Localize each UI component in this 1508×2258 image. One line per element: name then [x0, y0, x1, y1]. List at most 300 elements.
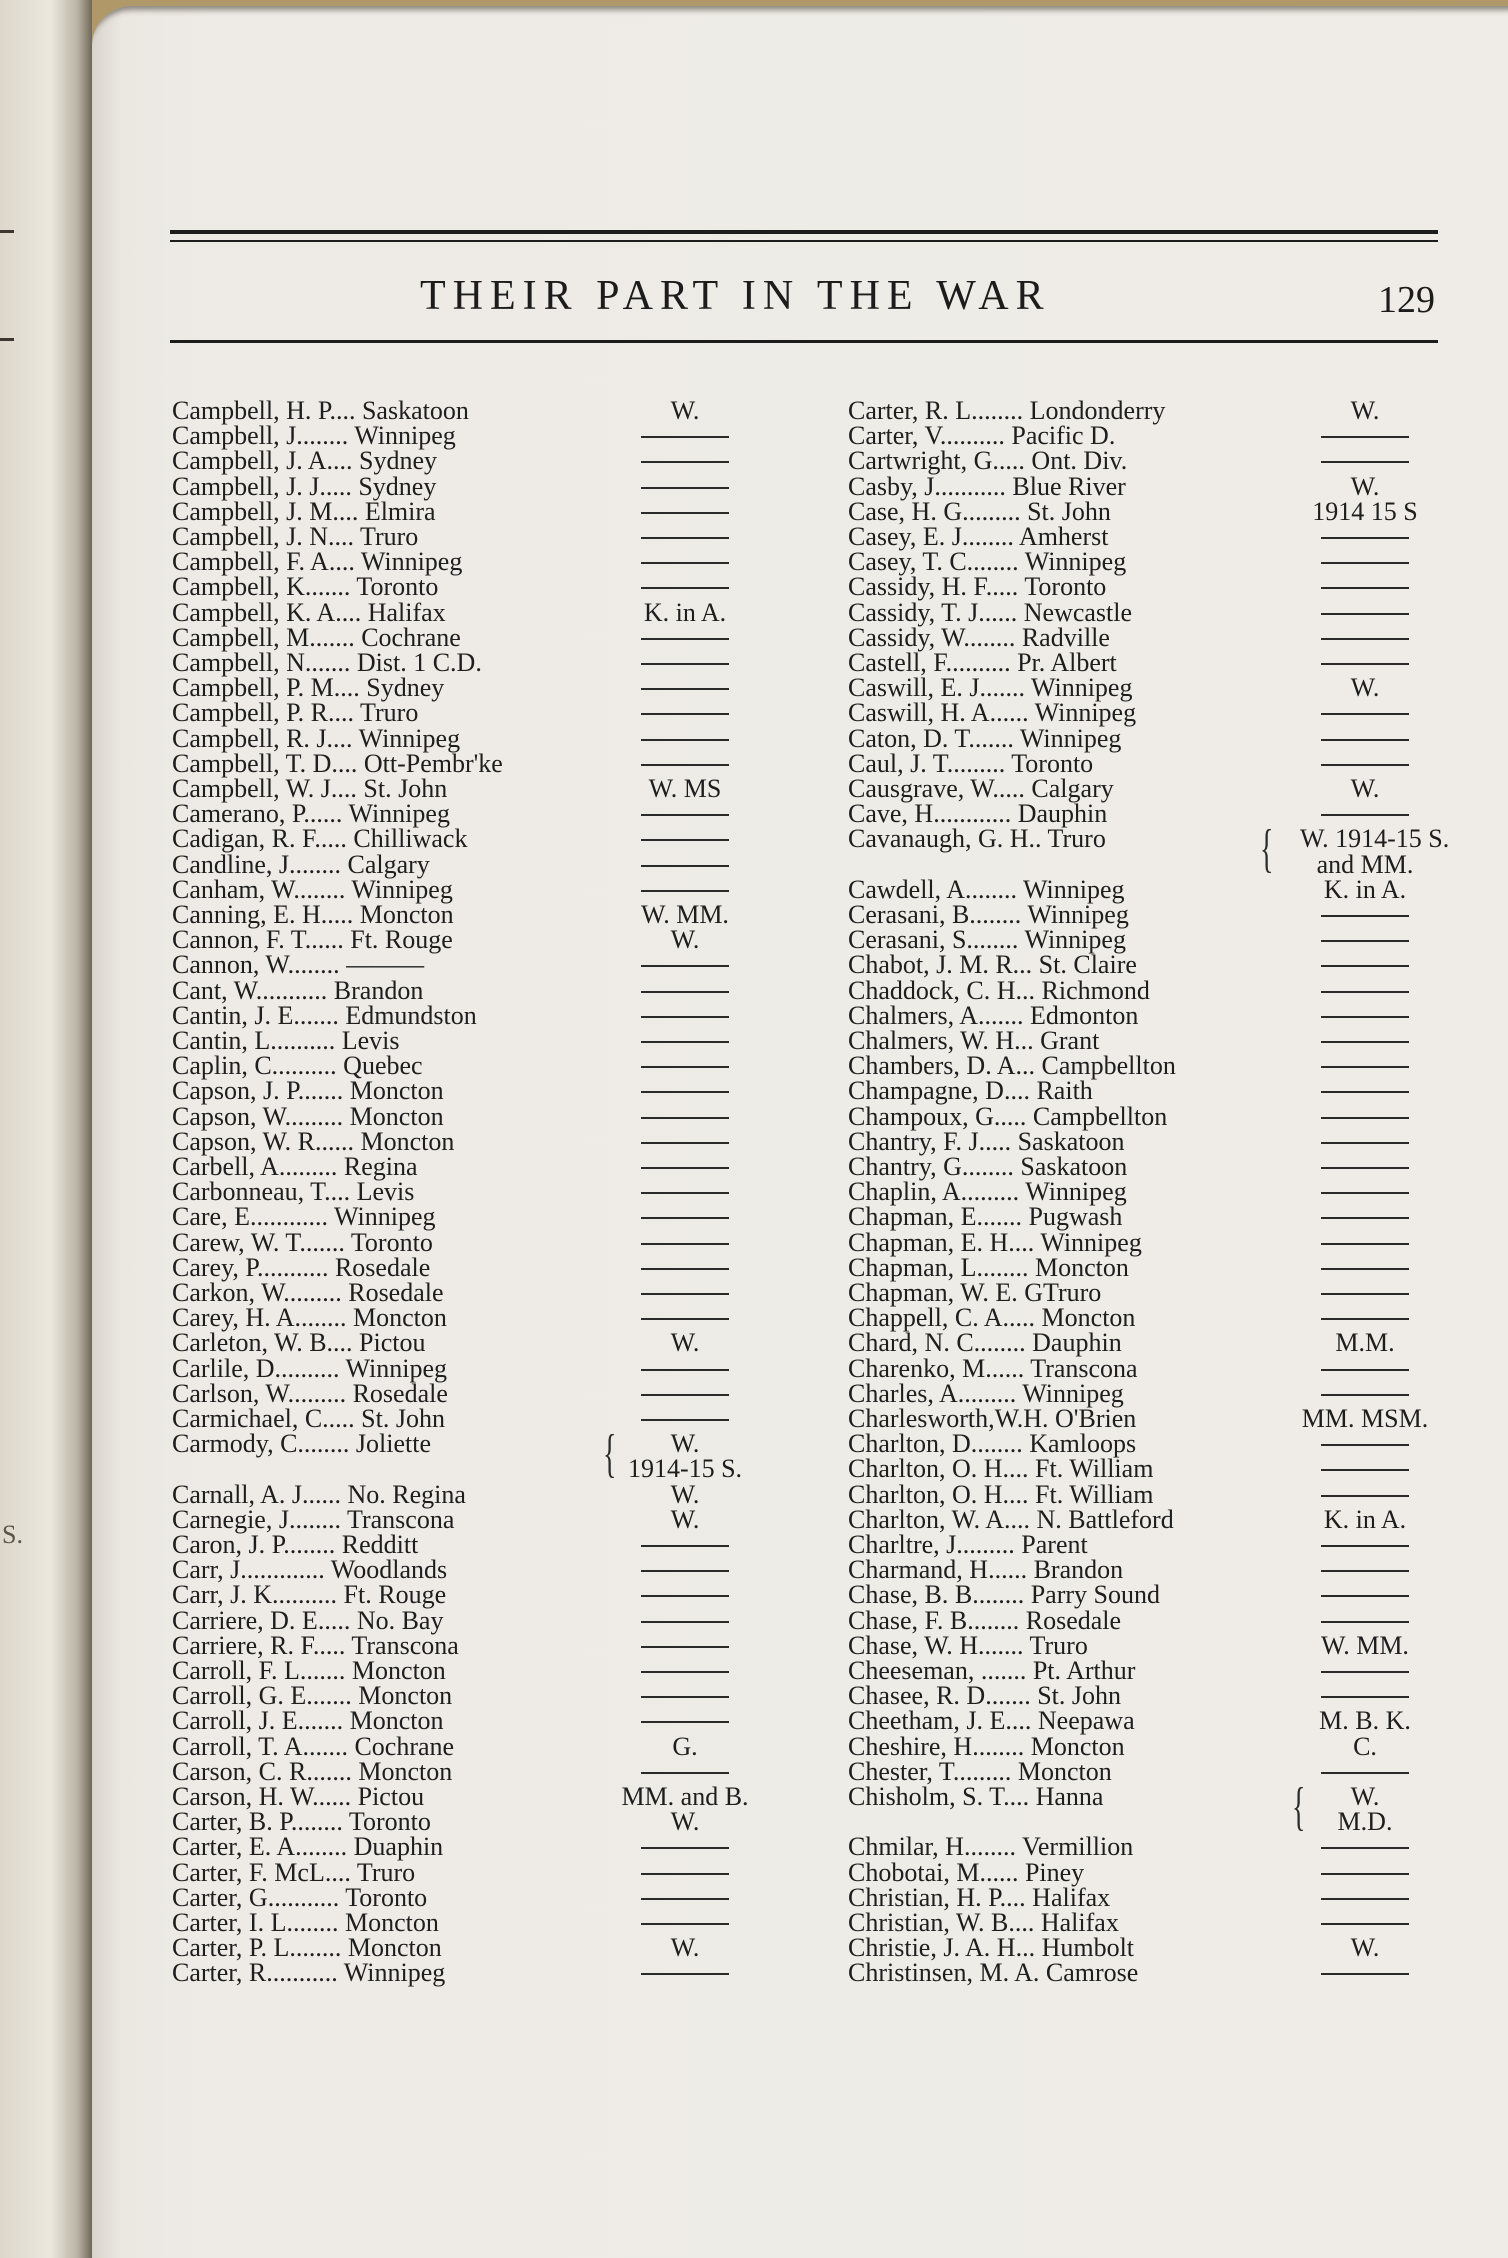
entry-name-place: Chalmers, A....... Edmonton	[848, 1001, 1139, 1030]
entry-name-place: Cassidy, H. F..... Toronto	[848, 572, 1107, 601]
entry-dash	[1321, 562, 1409, 564]
entry-name-place: Caswill, E. J....... Winnipeg	[848, 673, 1133, 702]
entry-dash	[1321, 436, 1409, 438]
list-entry	[848, 927, 1440, 952]
list-entry	[172, 1406, 760, 1431]
entry-dash	[641, 1671, 729, 1673]
entry-name-place: Casby, J........... Blue River	[848, 472, 1126, 501]
list-entry	[848, 1028, 1440, 1053]
entry-name-place: Carlson, W......... Rosedale	[172, 1379, 448, 1408]
list-entry	[848, 1179, 1440, 1204]
entry-name-place: Campbell, H. P.... Saskatoon	[172, 396, 469, 425]
entry-name-place: Carriere, R. F..... Transcona	[172, 1631, 459, 1660]
entry-dash	[1321, 1192, 1409, 1194]
entry-dash	[641, 865, 729, 867]
list-entry	[172, 751, 760, 776]
entry-note: C.	[1353, 1732, 1377, 1761]
list-entry	[848, 902, 1440, 927]
entry-name-place: Carter, P. L........ Moncton	[172, 1933, 442, 1962]
entry-name-place: Casey, T. C........ Winnipeg	[848, 547, 1127, 576]
entry-dash	[1321, 940, 1409, 942]
entry-dash	[641, 1873, 729, 1875]
entry-note: W.	[670, 1328, 700, 1357]
entry-name-place: Caron, J. P........ Redditt	[172, 1530, 419, 1559]
entry-name-place: Cawdell, A........ Winnipeg	[848, 875, 1125, 904]
list-entry	[848, 1507, 1440, 1532]
list-entry	[172, 1557, 760, 1582]
entry-note: W.	[1350, 1782, 1380, 1811]
entry-dash	[1321, 1621, 1409, 1623]
entry-name-place: Case, H. G......... St. John	[848, 497, 1111, 526]
entry-note: W. MM.	[641, 900, 729, 929]
entry-name-place: Carson, C. R....... Moncton	[172, 1757, 453, 1786]
list-entry	[848, 1230, 1440, 1255]
entry-dash	[1321, 1243, 1409, 1245]
entry-dash	[1321, 1973, 1409, 1975]
list-entry	[172, 398, 760, 423]
entry-name-place: Carter, G........... Toronto	[172, 1883, 428, 1912]
list-entry	[848, 1255, 1440, 1280]
entry-note: W.	[1350, 673, 1380, 702]
entry-dash	[1321, 1142, 1409, 1144]
page-number: 129	[1378, 279, 1435, 321]
list-entry	[172, 1910, 760, 1935]
list-entry	[172, 1431, 760, 1456]
entry-name-place: Capson, J. P....... Moncton	[172, 1076, 444, 1105]
entry-note: W.	[1350, 774, 1380, 803]
entry-dash	[641, 1016, 729, 1018]
list-entry	[848, 1708, 1440, 1733]
top-rule	[170, 230, 1438, 234]
entry-dash	[641, 1318, 729, 1320]
list-entry	[172, 1053, 760, 1078]
entry-dash	[1321, 1570, 1409, 1572]
entry-dash	[641, 1570, 729, 1572]
list-entry	[172, 524, 760, 549]
entry-name-place: Carey, H. A........ Moncton	[172, 1303, 447, 1332]
list-entry	[848, 675, 1440, 700]
entry-name-place: Charlton, O. H.... Ft. William	[848, 1454, 1154, 1483]
list-entry	[172, 927, 760, 952]
list-entry	[848, 1960, 1440, 1985]
entry-note: W. MS	[648, 774, 722, 803]
entry-name-place: Chapman, E. H.... Winnipeg	[848, 1228, 1142, 1257]
entry-name-place: Chapman, L........ Moncton	[848, 1253, 1129, 1282]
entry-dash	[641, 461, 729, 463]
list-entry	[848, 1104, 1440, 1129]
entry-name-place: Cartwright, G..... Ont. Div.	[848, 446, 1128, 475]
entry-name-place: Campbell, K....... Toronto	[172, 572, 439, 601]
entry-name-place: Chase, F. B........ Rosedale	[848, 1606, 1122, 1635]
list-entry	[848, 1935, 1440, 1960]
list-entry	[172, 776, 760, 801]
entry-dash	[1321, 1318, 1409, 1320]
list-entry	[848, 625, 1440, 650]
entry-dash	[641, 1192, 729, 1194]
entry-name-place: Campbell, J. J..... Sydney	[172, 472, 437, 501]
entry-name-place: Caul, J. T......... Toronto	[848, 749, 1094, 778]
list-entry	[172, 474, 760, 499]
entry-name-place: Chester, T......... Moncton	[848, 1757, 1112, 1786]
list-entry	[172, 1582, 760, 1607]
list-entry	[848, 952, 1440, 977]
list-entry	[848, 1482, 1440, 1507]
entry-dash	[641, 1142, 729, 1144]
entry-dash	[641, 1419, 729, 1421]
list-entry	[848, 1834, 1440, 1859]
list-entry	[848, 1204, 1440, 1229]
entry-dash	[1321, 638, 1409, 640]
top-rule-thin	[170, 240, 1438, 242]
list-entry	[848, 423, 1440, 448]
entry-name-place: Campbell, F. A.... Winnipeg	[172, 547, 463, 576]
entry-name-place: Carbell, A......... Regina	[172, 1152, 418, 1181]
entry-name-place: Carroll, F. L....... Moncton	[172, 1656, 446, 1685]
list-entry	[172, 700, 760, 725]
entry-dash	[641, 1041, 729, 1043]
list-entry	[172, 1658, 760, 1683]
entry-name-place: Carmichael, C..... St. John	[172, 1404, 445, 1433]
list-entry	[172, 499, 760, 524]
entry-name-place: Caswill, H. A...... Winnipeg	[848, 698, 1137, 727]
entry-name-place: Castell, F.......... Pr. Albert	[848, 648, 1117, 677]
bracket-mark: {	[603, 1425, 617, 1485]
list-entry	[848, 1456, 1440, 1481]
list-entry	[848, 1885, 1440, 1910]
entry-dash	[641, 587, 729, 589]
list-entry	[172, 1179, 760, 1204]
entry-dash	[641, 663, 729, 665]
entry-name-place: Christian, W. B.... Halifax	[848, 1908, 1119, 1937]
entry-dash	[641, 1066, 729, 1068]
entry-name-place: Carter, R. L........ Londonderry	[848, 396, 1166, 425]
entry-name-place: Cavanaugh, G. H.. Truro	[848, 824, 1106, 853]
entry-name-place: Carter, R........... Winnipeg	[172, 1958, 446, 1987]
list-entry	[172, 650, 760, 675]
list-entry	[172, 1784, 760, 1809]
entry-dash	[641, 1293, 729, 1295]
list-entry	[172, 952, 760, 977]
margin-letter: S.	[2, 1520, 23, 1549]
entry-dash	[1321, 1772, 1409, 1774]
list-entry	[848, 474, 1440, 499]
entry-name-place: Carkon, W......... Rosedale	[172, 1278, 444, 1307]
entry-name-place: Carlile, D.......... Winnipeg	[172, 1354, 448, 1383]
list-entry	[848, 1910, 1440, 1935]
entry-dash	[1321, 1545, 1409, 1547]
entry-note: W. MM.	[1321, 1631, 1409, 1660]
bracket-mark: {	[1292, 1778, 1306, 1838]
list-entry	[848, 1078, 1440, 1103]
entry-name-place: Chaddock, C. H... Richmond	[848, 976, 1150, 1005]
entry-name-place: Cantin, L.......... Levis	[172, 1026, 400, 1055]
entry-dash	[641, 739, 729, 741]
list-entry	[848, 1431, 1440, 1456]
entry-name-place: Carmody, C........ Joliette	[172, 1429, 432, 1458]
entry-note: G.	[672, 1732, 698, 1761]
entry-name-place: Casey, E. J........ Amherst	[848, 522, 1109, 551]
list-entry	[172, 1154, 760, 1179]
list-entry	[848, 549, 1440, 574]
entry-dash	[641, 965, 729, 967]
entry-name-place: Chaplin, A......... Winnipeg	[848, 1177, 1127, 1206]
list-entry	[848, 1633, 1440, 1658]
entry-note: 1914 15 S	[1312, 497, 1418, 526]
list-entry	[848, 1154, 1440, 1179]
list-entry	[172, 1078, 760, 1103]
entry-name-place: Camerano, P...... Winnipeg	[172, 799, 450, 828]
entry-name-place: Chabot, J. M. R... St. Claire	[848, 950, 1137, 979]
entry-dash	[641, 638, 729, 640]
entry-note: W.	[1350, 1933, 1380, 1962]
entry-dash	[1321, 1595, 1409, 1597]
entry-note: K. in A.	[643, 598, 727, 627]
list-entry	[848, 1809, 1440, 1834]
entry-note: M.D.	[1337, 1807, 1393, 1836]
entry-name-place: Cannon, F. T...... Ft. Rouge	[172, 925, 453, 954]
entry-note: 1914-15 S.	[627, 1454, 743, 1483]
entry-name-place: Chantry, F. J..... Saskatoon	[848, 1127, 1125, 1156]
entry-dash	[641, 1772, 729, 1774]
entry-name-place: Champagne, D.... Raith	[848, 1076, 1093, 1105]
entry-dash	[1321, 1873, 1409, 1875]
entry-name-place: Carleton, W. B.... Pictou	[172, 1328, 426, 1357]
list-entry	[848, 650, 1440, 675]
list-entry	[848, 1381, 1440, 1406]
entry-name-place: Carter, F. McL.... Truro	[172, 1858, 416, 1887]
list-entry	[172, 1482, 760, 1507]
list-entry	[848, 1557, 1440, 1582]
list-entry	[848, 801, 1440, 826]
entry-name-place: Campbell, K. A.... Halifax	[172, 598, 446, 627]
entry-name-place: Candline, J........ Calgary	[172, 850, 430, 879]
entry-dash	[1321, 587, 1409, 589]
entry-name-place: Campbell, T. D.... Ott-Pembr'ke	[172, 749, 503, 778]
entry-dash	[1321, 1016, 1409, 1018]
list-entry	[848, 600, 1440, 625]
entry-note: W.	[670, 925, 700, 954]
margin-rule	[0, 230, 14, 233]
entry-dash	[641, 890, 729, 892]
list-entry	[172, 978, 760, 1003]
entry-dash	[641, 1595, 729, 1597]
entry-name-place: Chisholm, S. T.... Hanna	[848, 1782, 1104, 1811]
entry-name-place: Charlton, D........ Kamloops	[848, 1429, 1137, 1458]
list-entry	[172, 852, 760, 877]
entry-note: W.	[670, 1505, 700, 1534]
entry-name-place: Canning, E. H..... Moncton	[172, 900, 454, 929]
entry-dash	[641, 1696, 729, 1698]
entry-name-place: Charlton, W. A.... N. Battleford	[848, 1505, 1174, 1534]
entry-note: MM. and B.	[621, 1782, 749, 1811]
list-entry	[172, 1204, 760, 1229]
entry-name-place: Carbonneau, T.... Levis	[172, 1177, 415, 1206]
entry-name-place: Chapman, W. E. GTruro	[848, 1278, 1102, 1307]
entry-name-place: Cheshire, H........ Moncton	[848, 1732, 1125, 1761]
list-entry	[172, 448, 760, 473]
entry-note: W.	[1350, 396, 1380, 425]
entry-name-place: Campbell, N....... Dist. 1 C.D.	[172, 648, 482, 677]
entry-dash	[641, 713, 729, 715]
list-entry	[172, 1708, 760, 1733]
entry-dash	[641, 1117, 729, 1119]
list-entry	[172, 549, 760, 574]
list-entry	[848, 1305, 1440, 1330]
list-entry	[172, 826, 760, 851]
entry-dash	[1321, 1923, 1409, 1925]
entry-name-place: Carnegie, J........ Transcona	[172, 1505, 455, 1534]
list-entry	[172, 1003, 760, 1028]
list-entry	[848, 1860, 1440, 1885]
entry-name-place: Chalmers, W. H... Grant	[848, 1026, 1100, 1055]
entry-name-place: Carroll, T. A....... Cochrane	[172, 1732, 455, 1761]
entry-name-place: Campbell, J........ Winnipeg	[172, 421, 456, 450]
entry-dash	[1321, 1444, 1409, 1446]
entry-name-place: Cassidy, W........ Radville	[848, 623, 1110, 652]
entry-note: W.	[670, 1480, 700, 1509]
entry-name-place: Charmand, H...... Brandon	[848, 1555, 1124, 1584]
entry-dash	[1321, 1469, 1409, 1471]
entry-name-place: Chmilar, H........ Vermillion	[848, 1832, 1134, 1861]
list-entry	[172, 1809, 760, 1834]
list-entry	[172, 1255, 760, 1280]
list-entry	[172, 1356, 760, 1381]
entry-note: W.	[670, 396, 700, 425]
list-entry	[848, 877, 1440, 902]
entry-dash	[641, 1369, 729, 1371]
entry-name-place: Carnall, A. J...... No. Regina	[172, 1480, 466, 1509]
entry-note: W. 1914-15 S.	[1300, 824, 1450, 853]
entry-dash	[641, 1898, 729, 1900]
entry-name-place: Cheeseman, ....... Pt. Arthur	[848, 1656, 1136, 1685]
entry-dash	[1321, 1671, 1409, 1673]
bracket-mark: {	[1260, 820, 1274, 880]
list-entry	[848, 824, 1450, 853]
entry-name-place: Carr, J............. Woodlands	[172, 1555, 448, 1584]
entry-name-place: Cantin, J. E....... Edmundston	[172, 1001, 477, 1030]
list-entry	[848, 776, 1440, 801]
entry-name-place: Canham, W........ Winnipeg	[172, 875, 453, 904]
entry-name-place: Carson, H. W...... Pictou	[172, 1782, 425, 1811]
entry-name-place: Champoux, G..... Campbellton	[848, 1102, 1168, 1131]
list-entry	[848, 1658, 1440, 1683]
entry-name-place: Carew, W. T....... Toronto	[172, 1228, 433, 1257]
entry-name-place: Campbell, R. J.... Winnipeg	[172, 724, 461, 753]
list-entry	[172, 1104, 760, 1129]
entry-note: K. in A.	[1323, 875, 1407, 904]
entry-name-place: Cadigan, R. F..... Chilliwack	[172, 824, 468, 853]
list-entry	[172, 1960, 760, 1985]
entry-name-place: Campbell, W. J.... St. John	[172, 774, 448, 803]
entry-name-place: Chambers, D. A... Campbellton	[848, 1051, 1176, 1080]
entry-note: W.	[1350, 472, 1380, 501]
list-entry	[172, 1028, 760, 1053]
entry-note: M. B. K.	[1319, 1706, 1411, 1735]
entry-dash	[1321, 1217, 1409, 1219]
list-entry	[848, 1003, 1440, 1028]
list-entry	[848, 448, 1440, 473]
entry-dash	[641, 487, 729, 489]
entry-name-place: Carter, V.......... Pacific D.	[848, 421, 1116, 450]
entry-name-place: Charlton, O. H.... Ft. William	[848, 1480, 1154, 1509]
entry-name-place: Carey, P........... Rosedale	[172, 1253, 431, 1282]
list-entry	[848, 751, 1440, 776]
entry-name-place: Carter, E. A........ Duaphin	[172, 1832, 444, 1861]
list-entry	[172, 1532, 760, 1557]
entry-dash	[1321, 991, 1409, 993]
entry-name-place: Campbell, J. A.... Sydney	[172, 446, 438, 475]
list-entry	[848, 1406, 1440, 1431]
entry-dash	[641, 1091, 729, 1093]
entry-name-place: Carroll, G. E....... Moncton	[172, 1681, 453, 1710]
entry-dash	[641, 991, 729, 993]
entry-dash	[1321, 814, 1409, 816]
entry-dash	[1321, 663, 1409, 665]
entry-dash	[641, 1394, 729, 1396]
list-entry	[172, 1759, 760, 1784]
running-head: THEIR PART IN THE WAR	[420, 273, 1051, 319]
entry-name-place: Carter, I. L........ Moncton	[172, 1908, 439, 1937]
entry-name-place: Carroll, J. E....... Moncton	[172, 1706, 444, 1735]
entry-dash	[1321, 461, 1409, 463]
list-entry	[848, 1280, 1440, 1305]
list-entry	[848, 852, 1440, 877]
entry-name-place: Chase, W. H....... Truro	[848, 1631, 1088, 1660]
entry-name-place: Cassidy, T. J...... Newcastle	[848, 598, 1133, 627]
entry-dash	[641, 1545, 729, 1547]
list-entry	[172, 1129, 760, 1154]
list-entry	[172, 1330, 760, 1355]
list-entry	[172, 801, 760, 826]
entry-dash	[641, 1167, 729, 1169]
list-entry	[172, 1885, 760, 1910]
entry-name-place: Christie, J. A. H... Humbolt	[848, 1933, 1135, 1962]
entry-dash	[641, 436, 729, 438]
entry-note: W.	[670, 1807, 700, 1836]
list-entry	[172, 1305, 760, 1330]
entry-dash	[641, 512, 729, 514]
entry-name-place: Chapman, E....... Pugwash	[848, 1202, 1123, 1231]
entry-name-place: Christinsen, M. A. Camrose	[848, 1958, 1139, 1987]
entry-dash	[1321, 1117, 1409, 1119]
entry-name-place: Cheetham, J. E.... Neepawa	[848, 1706, 1135, 1735]
list-entry	[172, 877, 760, 902]
entry-dash	[641, 537, 729, 539]
entry-dash	[641, 1621, 729, 1623]
entry-dash	[641, 764, 729, 766]
entry-name-place: Chappell, C. A..... Moncton	[848, 1303, 1136, 1332]
list-entry	[172, 1456, 760, 1481]
list-entry	[172, 1734, 760, 1759]
list-entry	[848, 1356, 1440, 1381]
entry-note: W.	[670, 1429, 700, 1458]
entry-name-place: Campbell, J. N.... Truro	[172, 522, 419, 551]
entry-name-place: Charenko, M...... Transcona	[848, 1354, 1138, 1383]
entry-dash	[641, 814, 729, 816]
list-entry	[172, 1633, 760, 1658]
entry-dash	[1321, 1495, 1409, 1497]
list-entry	[172, 423, 760, 448]
entry-dash	[1321, 537, 1409, 539]
list-entry	[172, 600, 760, 625]
margin-rule	[0, 338, 14, 341]
list-entry	[172, 1608, 760, 1633]
list-entry	[848, 1759, 1440, 1784]
list-entry	[848, 1683, 1440, 1708]
entry-dash	[1321, 1847, 1409, 1849]
entry-name-place: Cerasani, B........ Winnipeg	[848, 900, 1129, 929]
list-entry	[848, 700, 1440, 725]
